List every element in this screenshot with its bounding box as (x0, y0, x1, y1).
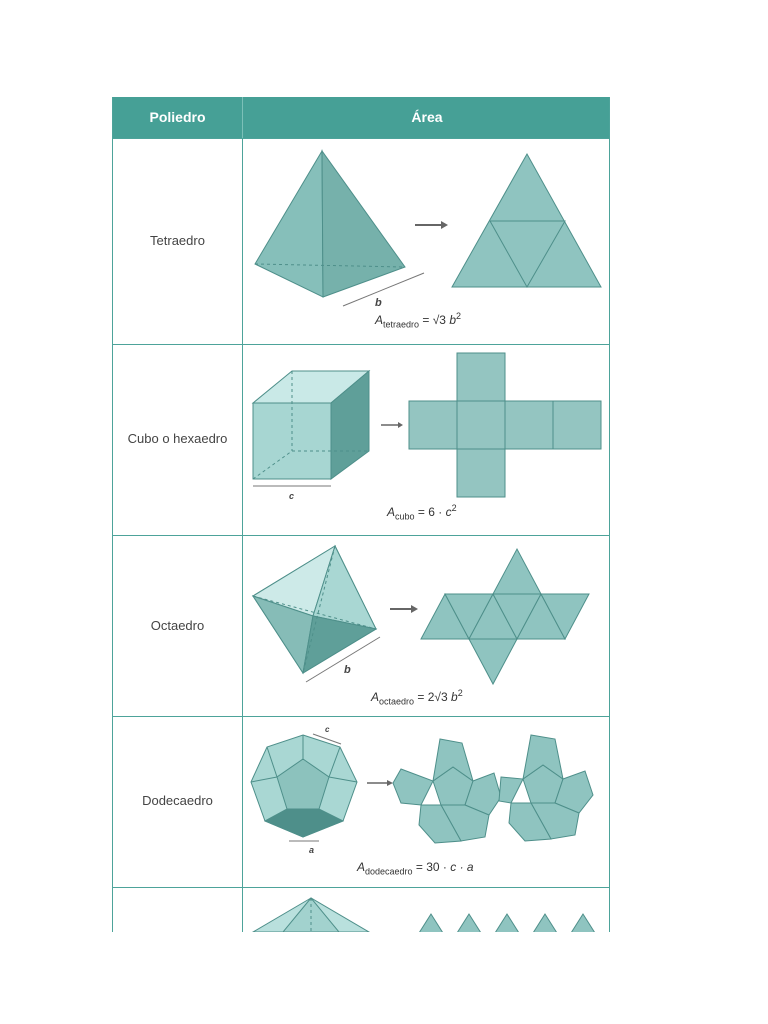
dimension-label-c: c (325, 725, 330, 734)
icosahedron-figure-partial (243, 888, 610, 932)
polyhedron-name: Dodecaedro (142, 793, 213, 808)
header-poliedro: Poliedro (149, 109, 206, 125)
arrow-icon (381, 422, 403, 428)
cube-net (409, 353, 601, 497)
table-row-octaedro (113, 535, 609, 716)
polyhedron-name: Cubo o hexaedro (127, 431, 228, 446)
table-row-cubo (113, 344, 609, 535)
formula-octaedro: $A_{octaedro} = 2√3$ $b^2$ (371, 688, 463, 707)
tetrahedron-net (452, 154, 601, 287)
table-header (113, 97, 609, 138)
polyhedron-name: Octaedro (150, 618, 205, 633)
dimension-label-c: c (289, 491, 295, 501)
table-row-partial (113, 887, 609, 932)
dimension-label-a: a (309, 845, 315, 855)
table-row-tetraedro (113, 138, 609, 344)
arrow-icon (367, 780, 393, 786)
dodecahedron-net (393, 735, 593, 843)
formula-dodecaedro: $A_{dodecaedro} = 30 \cdot c \cdot a$ (357, 860, 474, 877)
dimension-label-b: b (344, 664, 351, 676)
dimension-label-b: b (375, 297, 382, 309)
formula-tetraedro: $A_{tetraedro} = √3$ $b^2$ (375, 311, 462, 330)
arrow-icon (415, 221, 448, 229)
polyhedron-name: Tetraedro (150, 233, 205, 248)
table-row-dodecaedro (113, 716, 609, 887)
octahedron-net (421, 549, 589, 684)
formula-cubo: $A_{cubo} = 6 \cdot c^2$ (387, 503, 457, 522)
arrow-icon (390, 605, 418, 613)
polyhedra-area-table (112, 97, 610, 932)
icosahedron-net-partial (419, 914, 595, 932)
header-area: Área (411, 109, 443, 125)
